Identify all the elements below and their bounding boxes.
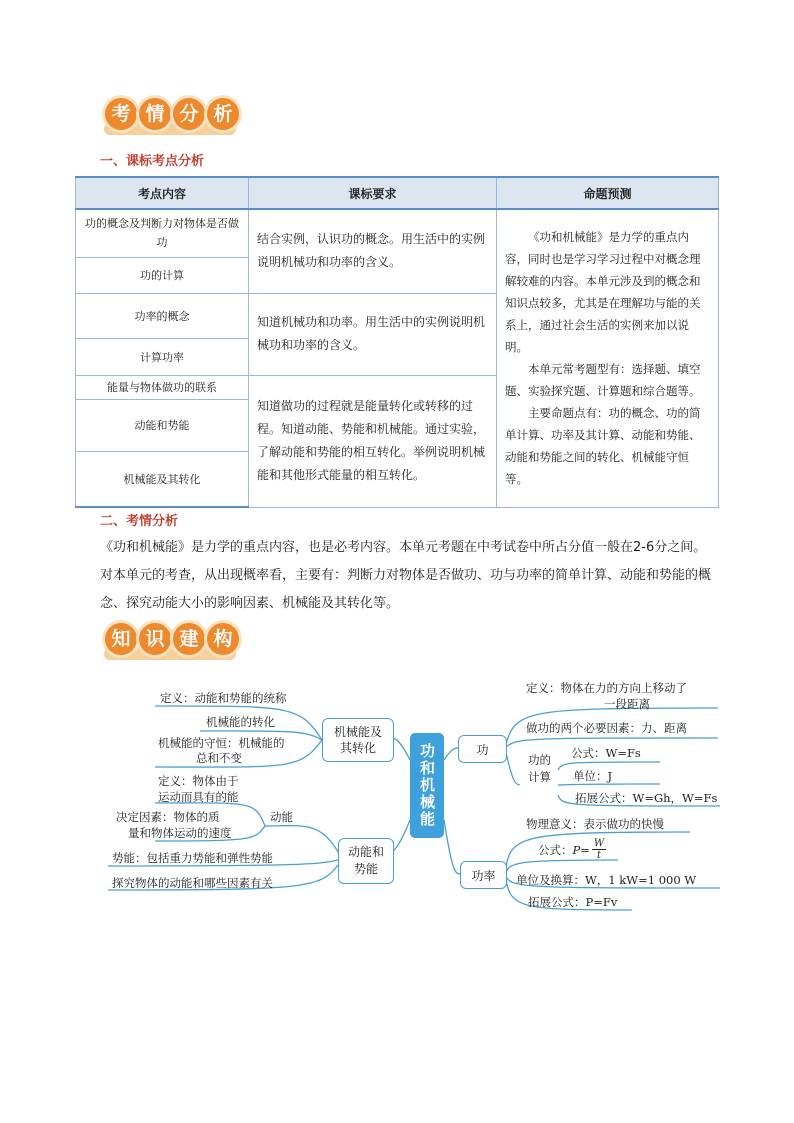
leaf-me-definition: 定义：动能和势能的统称 (160, 691, 287, 705)
node-work (458, 735, 507, 763)
table-header: 考点内容 (76, 177, 249, 209)
requirement-cell: 结合实例，认识功的概念。用生活中的实例说明机械功和功率的含义。 (249, 209, 497, 293)
leaf-ke-factors (116, 809, 232, 841)
formula-p: P= (572, 842, 590, 857)
leaf-work-definition (526, 680, 687, 712)
leaf-work-extended: 拓展公式：W=Gh，W=Fs (575, 791, 718, 805)
banner-char: 识 (136, 620, 174, 658)
banner-char: 考 (102, 95, 140, 133)
leaf-potential-energy: 势能：包括重力势能和弹性势能 (112, 851, 273, 865)
leaf-line: 机械能的守恒：机械能的 (158, 736, 285, 750)
analysis-text: 《功和机械能》是力学的重点内容，也是必考内容。本单元考题在中考试卷中所占分值一般在2-6分之间。对本单元的考查，从出现概率看，主要有：判断力对物体是否做功、功与功率的简单计算、动能和势能的概念、探究动能大小的影响因素、机械能及其转化等。 (100, 540, 712, 611)
leaf-work-factors: 做功的两个必要因素：力、距离 (526, 721, 687, 735)
prediction-paragraph: 《功和机械能》是力学的重点内容，同时也是学习学习过程中对概念理解较难的内容。本单元涉及到的概念和知识点较多，尤其是在理解功与能的关系上，通过社会生活的实例来加以说明。 (505, 230, 701, 355)
leaf-work-formula: 公式：W=Fs (571, 746, 641, 760)
leaf-line: 定义：物体由于 (158, 774, 239, 788)
banner-char: 析 (204, 95, 242, 133)
leaf-me-conservation (158, 736, 285, 766)
banner-char: 构 (204, 620, 242, 658)
leaf-power-unit: 单位及换算：W，1 kW=1 000 W (516, 873, 697, 887)
leaf-line: 功的 (528, 753, 551, 767)
banner-char: 情 (136, 95, 174, 133)
leaf-power-extended: 拓展公式：P=Fv (528, 895, 618, 909)
leaf-work-unit: 单位：J (573, 769, 613, 783)
table-header: 课标要求 (249, 177, 497, 209)
leaf-line: 量和物体运动的速度 (128, 826, 232, 840)
leaf-line: 运动而具有的能 (158, 790, 239, 804)
topic-cell: 功的计算 (76, 257, 249, 293)
banner-char: 建 (170, 620, 208, 658)
prediction-paragraph: 主要命题点有：功的概念、功的简单计算、功率及其计算、动能和势能、动能和势能之间的转化、机械能守恒等。 (505, 406, 701, 487)
formula-fraction (592, 838, 606, 861)
node-mechanical-energy (322, 718, 394, 762)
mindmap-center-node (410, 733, 444, 838)
topic-cell: 功率的概念 (76, 293, 249, 338)
formula-label: 公式： (538, 842, 573, 857)
banner-char: 知 (102, 620, 140, 658)
section-heading-analysis: 二、考情分析 (100, 514, 179, 529)
node-label: 动能和势能 (347, 845, 384, 876)
section-heading-standards: 一、课标考点分析 (100, 154, 205, 169)
leaf-ke-label: 动能 (270, 810, 293, 824)
leaf-work-calc (528, 752, 551, 786)
requirement-cell: 知道做功的过程就是能量转化或转移的过程。知道动能、势能和机械能。通过实验，了解动能和势能的相互转化。举例说明机械能和其他形式能量的相互转化。 (249, 375, 497, 507)
leaf-me-conversion: 机械能的转化 (206, 715, 275, 729)
leaf-ke-definition (158, 773, 239, 805)
node-kinetic-potential (338, 838, 394, 884)
requirement-cell: 知道机械功和功率。用生活中的实例说明机械功和功率的含义。 (249, 293, 497, 375)
fraction-numerator: W (593, 838, 605, 849)
topic-cell: 功的概念及判断力对物体是否做功 (76, 209, 249, 257)
topic-cell: 计算功率 (76, 338, 249, 375)
topic-cell: 机械能及其转化 (76, 451, 249, 507)
topic-cell: 能量与物体做功的联系 (76, 375, 249, 399)
leaf-line: 总和不变 (196, 751, 242, 765)
node-label: 功率 (471, 868, 496, 883)
node-label: 机械能及其转化 (333, 725, 382, 755)
node-label: 功 (476, 742, 489, 757)
leaf-power-meaning: 物理意义：表示做功的快慢 (526, 817, 664, 831)
leaf-line: 计算 (528, 770, 551, 784)
center-label: 功和机械能 (418, 743, 436, 828)
node-power (460, 861, 507, 889)
banner-char: 分 (170, 95, 208, 133)
leaf-line: 一段距离 (604, 697, 650, 711)
table-header: 命题预测 (497, 177, 719, 209)
leaf-explore-kinetic: 探究物体的动能和哪些因素有关 (112, 876, 273, 890)
leaf-line: 定义：物体在力的方向上移动了 (526, 681, 687, 695)
prediction-paragraph: 本单元常考题型有：选择题、填空题、实验探究题、计算题和综合题等。 (505, 362, 701, 399)
fraction-denominator: t (597, 850, 602, 861)
leaf-line: 决定因素：物体的质 (116, 810, 220, 824)
leaf-power-formula (538, 838, 606, 861)
topic-cell: 动能和势能 (76, 399, 249, 451)
